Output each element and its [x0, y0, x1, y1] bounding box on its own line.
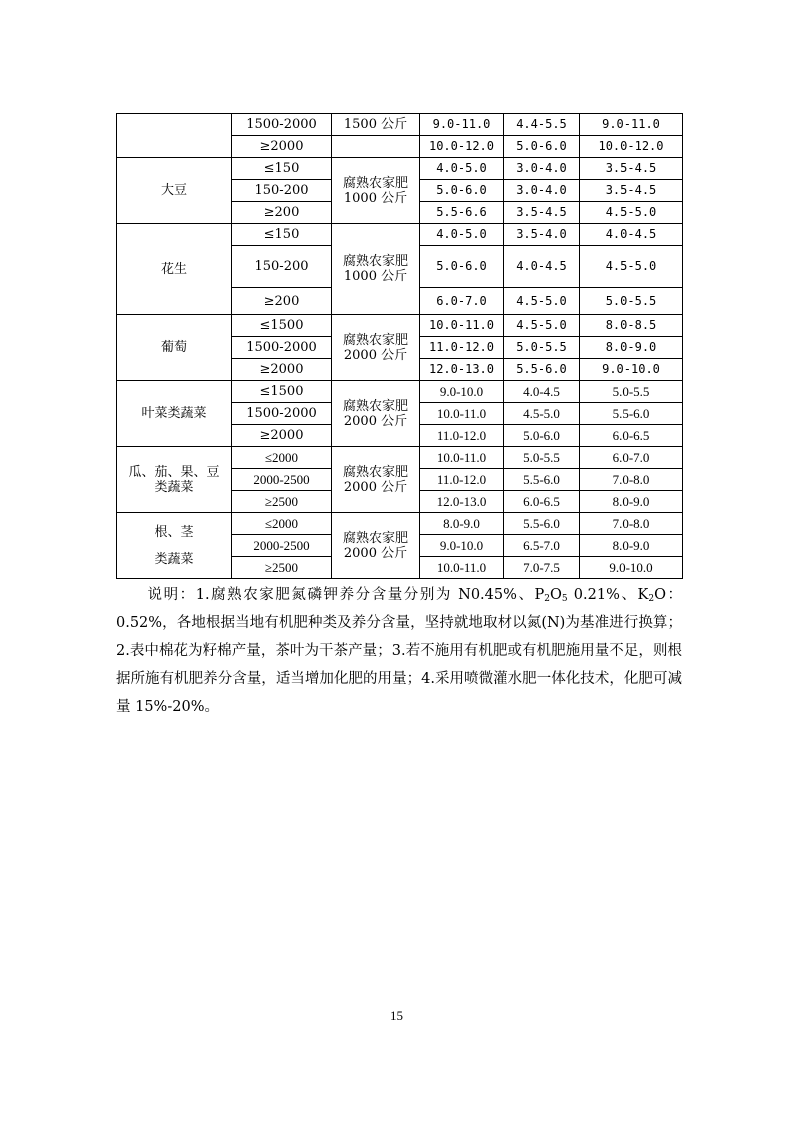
manure-amount: 1000 公斤: [343, 269, 408, 284]
manure-cell: [332, 315, 420, 381]
k-cell: 3.5-4.5: [580, 180, 683, 202]
table-row: [117, 381, 683, 403]
n-cell: 9.0-10.0: [420, 535, 504, 557]
n-cell: 5.5-6.6: [420, 202, 504, 224]
k-cell: 9.0-11.0: [580, 114, 683, 136]
yield-cell: ≥200: [232, 202, 332, 224]
p-cell: 5.5-6.0: [504, 359, 580, 381]
yield-cell: ≥200: [232, 288, 332, 315]
p-cell: 6.5-7.0: [504, 535, 580, 557]
p-cell: 4.5-5.0: [504, 315, 580, 337]
manure-cell: [332, 136, 420, 158]
manure-type: 腐熟农家肥: [342, 398, 408, 414]
yield-cell: 2000-2500: [232, 535, 332, 557]
p-cell: 4.5-5.0: [504, 288, 580, 315]
n-cell: 12.0-13.0: [420, 491, 504, 513]
manure-type: 腐熟农家肥: [342, 464, 408, 480]
crop-cell: [117, 114, 232, 158]
manure-cell: [332, 381, 420, 447]
crop-name-line2: 类蔬菜: [154, 551, 194, 567]
p-cell: 3.0-4.0: [504, 180, 580, 202]
k-cell: 7.0-8.0: [580, 469, 683, 491]
table-row: [117, 114, 683, 136]
manure-cell: [332, 447, 420, 513]
k-cell: 8.0-9.0: [580, 337, 683, 359]
yield-cell: ≤150: [232, 158, 332, 180]
k-cell: 9.0-10.0: [580, 557, 683, 579]
table-row: [117, 513, 683, 535]
n-cell: 10.0-11.0: [420, 557, 504, 579]
table-row: [117, 315, 683, 337]
p-cell: 3.5-4.5: [504, 202, 580, 224]
manure-amount: 2000 公斤: [343, 347, 408, 363]
fertilizer-recommendation-table: [116, 113, 683, 579]
manure-type: 腐熟农家肥: [342, 530, 408, 546]
table-row: [117, 224, 683, 246]
p-cell: 4.0-4.5: [504, 246, 580, 288]
manure-cell: [332, 513, 420, 579]
crop-cell: 葡萄: [117, 315, 232, 381]
p2o5-subscript-2: 2: [544, 594, 551, 604]
k-cell: 6.0-7.0: [580, 447, 683, 469]
p2o5-subscript-5: 5: [561, 594, 568, 604]
manure-amount: 1000 公斤: [343, 190, 408, 206]
manure-cell: [332, 158, 420, 224]
p-cell: 4.0-4.5: [504, 381, 580, 403]
p-cell: 6.0-6.5: [504, 491, 580, 513]
yield-cell: ≥2500: [232, 557, 332, 579]
page-number: 15: [390, 1008, 403, 1023]
table-notes: [116, 581, 682, 721]
k-cell: 5.0-5.5: [580, 288, 683, 315]
p-cell: 5.5-6.0: [504, 469, 580, 491]
manure-type: 腐熟农家肥: [342, 254, 408, 269]
p-cell: 3.0-4.0: [504, 158, 580, 180]
yield-cell: ≤1500: [232, 381, 332, 403]
note-text-part3: O：0.52%，各地根据当地有机肥种类及养分含量，坚持就地取材以氮(N)为基准进行换算；2.表中棉花为籽棉产量，茶叶为干茶产量；3.若不施用有机肥或有机肥施用量不足，则根据所施有机肥养分含量，适当增加化肥的用量；4.采用喷微灌水肥一体化技术，化肥可减量 15%-20%。: [116, 587, 683, 715]
p-cell: 4.4-5.5: [504, 114, 580, 136]
n-cell: 4.0-5.0: [420, 158, 504, 180]
manure-cell: [332, 224, 420, 315]
manure-amount: 2000 公斤: [343, 479, 408, 495]
yield-cell: ≤1500: [232, 315, 332, 337]
crop-cell: 叶菜类蔬菜: [117, 381, 232, 447]
k2o-subscript-2: 2: [648, 594, 655, 604]
n-cell: 4.0-5.0: [420, 224, 504, 246]
n-cell: 10.0-12.0: [420, 136, 504, 158]
n-cell: 5.0-6.0: [420, 180, 504, 202]
p-cell: 5.0-5.5: [504, 337, 580, 359]
n-cell: 10.0-11.0: [420, 315, 504, 337]
manure-amount: 2000 公斤: [343, 545, 408, 561]
table-row: [117, 158, 683, 180]
k-cell: 3.5-4.5: [580, 158, 683, 180]
n-cell: 8.0-9.0: [420, 513, 504, 535]
yield-cell: ≥2000: [232, 359, 332, 381]
crop-cell: 大豆: [117, 158, 232, 224]
manure-cell: 1500 公斤: [332, 114, 420, 136]
p2o5-oxygen: O: [550, 587, 562, 603]
n-cell: 11.0-12.0: [420, 425, 504, 447]
k-cell: 9.0-10.0: [580, 359, 683, 381]
k-cell: 8.0-9.0: [580, 491, 683, 513]
manure-type: 腐熟农家肥: [342, 332, 408, 348]
k-cell: 4.5-5.0: [580, 246, 683, 288]
p-cell: 5.0-6.0: [504, 136, 580, 158]
n-cell: 6.0-7.0: [420, 288, 504, 315]
yield-cell: 2000-2500: [232, 469, 332, 491]
n-cell: 11.0-12.0: [420, 337, 504, 359]
k-cell: 8.0-9.0: [580, 535, 683, 557]
crop-cell: [117, 447, 232, 513]
manure-amount: 2000 公斤: [343, 413, 408, 429]
n-cell: 9.0-11.0: [420, 114, 504, 136]
table-row: [117, 447, 683, 469]
n-cell: 10.0-11.0: [420, 447, 504, 469]
k-cell: 8.0-8.5: [580, 315, 683, 337]
yield-cell: 150-200: [232, 180, 332, 202]
yield-cell: 1500-2000: [232, 337, 332, 359]
k-cell: 4.5-5.0: [580, 202, 683, 224]
n-cell: 9.0-10.0: [420, 381, 504, 403]
yield-cell: 150-200: [232, 246, 332, 288]
p-cell: 5.0-5.5: [504, 447, 580, 469]
note-text-part1: 说明：1.腐熟农家肥氮磷钾养分含量分别为 N0.45%、P: [146, 587, 545, 603]
yield-cell: ≥2500: [232, 491, 332, 513]
k-cell: 5.0-5.5: [580, 381, 683, 403]
yield-cell: ≤2000: [232, 447, 332, 469]
manure-type: 腐熟农家肥: [342, 175, 408, 191]
crop-name-line2: 类蔬菜: [154, 479, 194, 495]
p-cell: 4.5-5.0: [504, 403, 580, 425]
p-cell: 5.5-6.0: [504, 513, 580, 535]
note-text-part2: 0.21%、K: [567, 587, 649, 603]
k-cell: 7.0-8.0: [580, 513, 683, 535]
p-cell: 5.0-6.0: [504, 425, 580, 447]
crop-cell: [117, 513, 232, 579]
p-cell: 3.5-4.0: [504, 224, 580, 246]
crop-name-line1: 瓜、茄、果、豆: [128, 464, 220, 480]
p-cell: 7.0-7.5: [504, 557, 580, 579]
yield-cell: ≤2000: [232, 513, 332, 535]
k-cell: 5.5-6.0: [580, 403, 683, 425]
yield-cell: ≥2000: [232, 136, 332, 158]
n-cell: 5.0-6.0: [420, 246, 504, 288]
n-cell: 11.0-12.0: [420, 469, 504, 491]
yield-cell: ≥2000: [232, 425, 332, 447]
crop-cell: 花生: [117, 224, 232, 315]
yield-cell: ≤150: [232, 224, 332, 246]
yield-cell: 1500-2000: [232, 114, 332, 136]
n-cell: 12.0-13.0: [420, 359, 504, 381]
k-cell: 4.0-4.5: [580, 224, 683, 246]
n-cell: 10.0-11.0: [420, 403, 504, 425]
k-cell: 10.0-12.0: [580, 136, 683, 158]
k-cell: 6.0-6.5: [580, 425, 683, 447]
yield-cell: 1500-2000: [232, 403, 332, 425]
crop-name-line1: 根、茎: [154, 524, 194, 540]
